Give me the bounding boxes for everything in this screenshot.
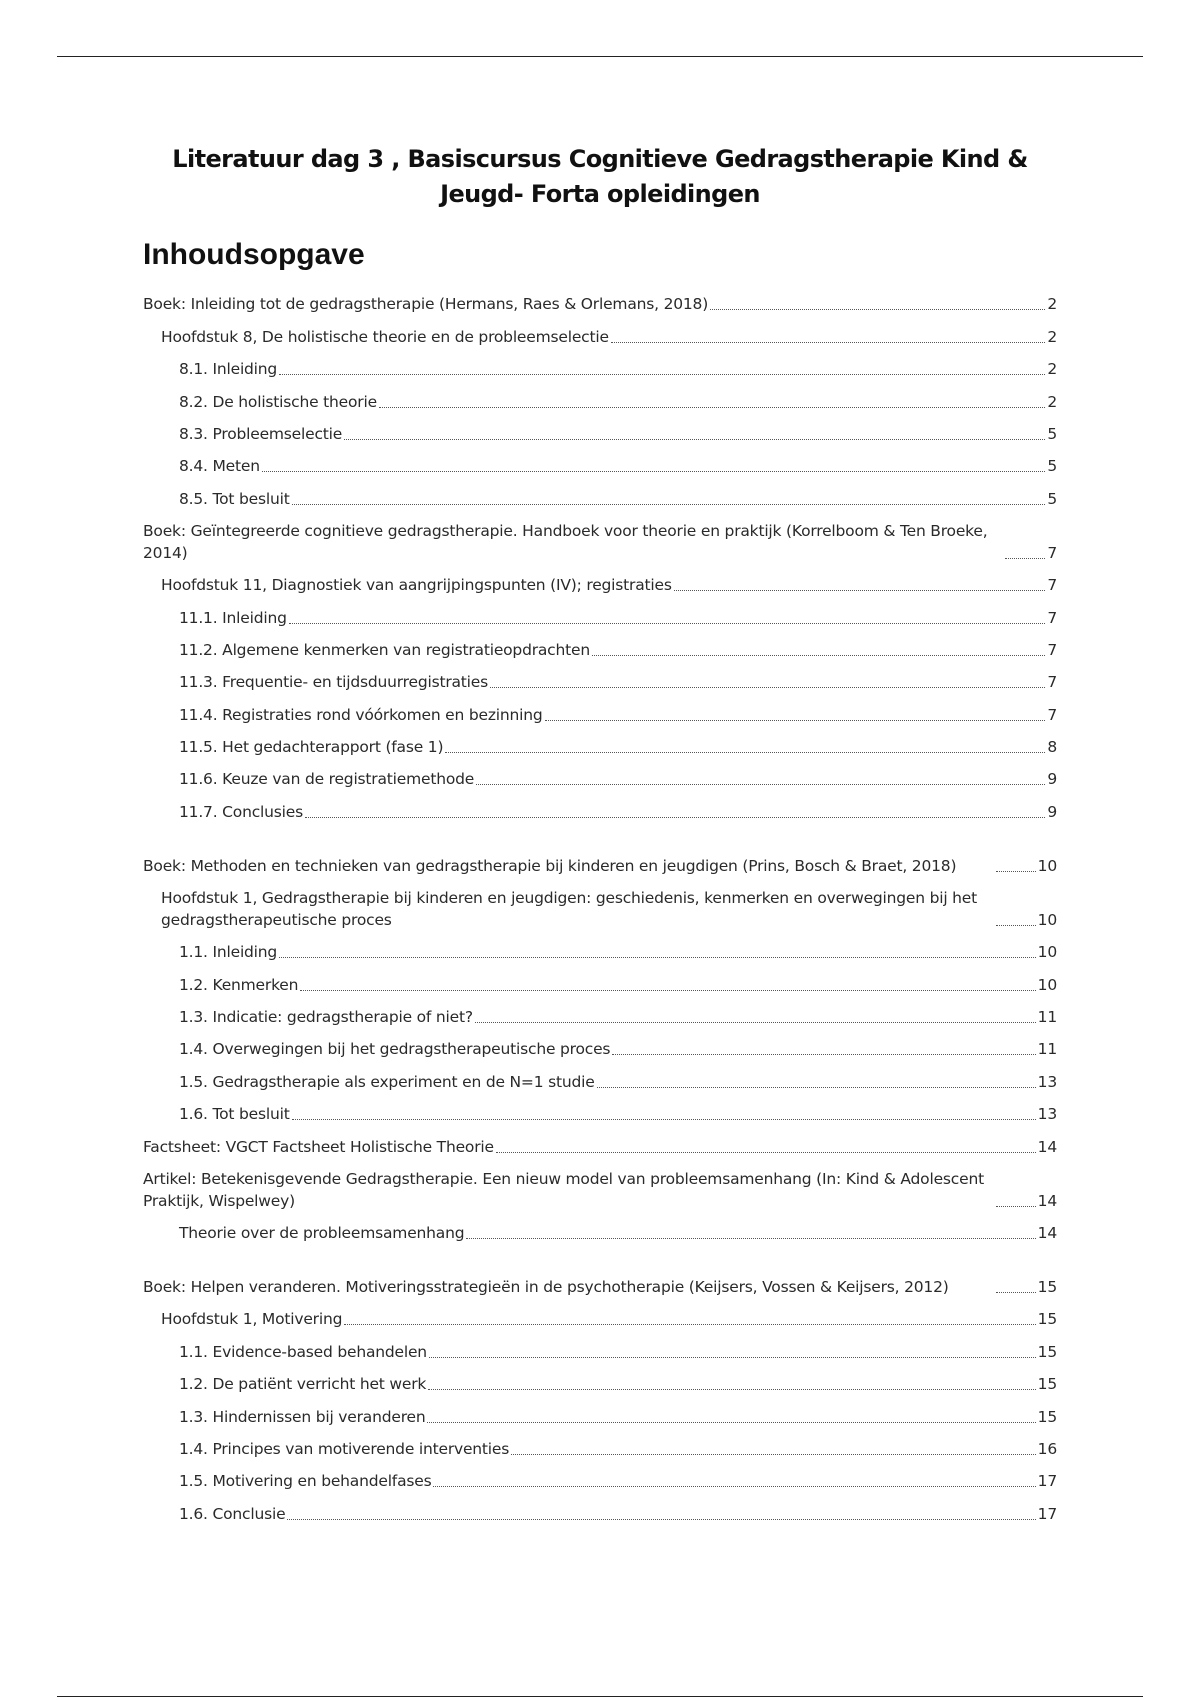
toc-page-number: 9 [1047, 802, 1057, 821]
toc-entry-section[interactable] [143, 759, 1057, 791]
dot-leader [490, 687, 1045, 688]
dot-leader [674, 590, 1046, 591]
toc-page-number: 14 [1037, 1223, 1057, 1242]
toc-entry-section[interactable] [143, 1213, 1057, 1245]
dot-leader [279, 957, 1036, 958]
dot-leader [710, 309, 1045, 310]
dot-leader [592, 655, 1045, 656]
toc-page-number: 14 [1037, 1191, 1057, 1210]
toc-page-number: 10 [1037, 943, 1057, 962]
toc-entry-section[interactable] [143, 597, 1057, 629]
toc-entry-section[interactable] [143, 964, 1057, 996]
toc-entry-label: 11.5. Het gedachterapport (fase 1) [179, 738, 444, 757]
toc-entry-label: 1.3. Hindernissen bij veranderen [179, 1407, 426, 1426]
toc-entry-label: 1.5. Motivering en behandelfases [179, 1472, 432, 1491]
toc-entry-label: Hoofdstuk 1, Gedragstherapie bij kinderen en jeugdigen: geschiedenis, kenmerken en overwegingen bij het gedragstherapeutische proces [161, 888, 978, 929]
toc-entry-label: 8.1. Inleiding [179, 360, 278, 379]
toc-entry-section[interactable] [143, 1061, 1057, 1093]
toc-entry-label: 11.7. Conclusies [179, 802, 303, 821]
dot-leader [292, 504, 1046, 505]
table-of-contents [143, 284, 1057, 1526]
toc-page-number: 15 [1037, 1310, 1057, 1329]
dot-leader [445, 752, 1045, 753]
toc-entry-label: Factsheet: VGCT Factsheet Holistische Theorie [143, 1137, 494, 1156]
toc-entry-label: 11.4. Registraties rond vóórkomen en bezinning [179, 705, 543, 724]
toc-page-number: 11 [1037, 1040, 1057, 1059]
dot-leader [305, 817, 1045, 818]
toc-entry-label: 1.4. Principes van motiverende interventies [179, 1439, 510, 1458]
toc-entry-section[interactable] [143, 630, 1057, 662]
toc-page-number: 7 [1047, 640, 1057, 659]
dot-leader [597, 1087, 1036, 1088]
dot-leader [545, 720, 1046, 721]
dot-leader [279, 374, 1045, 375]
toc-entry-chapter[interactable] [143, 316, 1057, 348]
toc-entry-book[interactable] [143, 824, 1057, 878]
toc-entry-label: 1.1. Inleiding [179, 943, 278, 962]
toc-page-number: 11 [1037, 1008, 1057, 1027]
toc-entry-label: 1.1. Evidence-based behandelen [179, 1342, 427, 1361]
toc-entry-section[interactable] [143, 997, 1057, 1029]
toc-entry-section[interactable] [143, 1461, 1057, 1493]
toc-entry-label: Boek: Inleiding tot de gedragstherapie (Hermans, Raes & Orlemans, 2018) [143, 295, 709, 314]
toc-entry-section[interactable] [143, 791, 1057, 823]
dot-leader [466, 1238, 1035, 1239]
dot-leader [300, 990, 1035, 991]
toc-entry-label: Hoofdstuk 1, Motivering [161, 1310, 343, 1329]
toc-entry-section[interactable] [143, 662, 1057, 694]
toc-heading: Inhoudsopgave [143, 238, 365, 271]
toc-page-number: 13 [1037, 1105, 1057, 1124]
toc-entry-label: 8.2. De holistische theorie [179, 392, 377, 411]
toc-entry-label: Hoofdstuk 8, De holistische theorie en de probleemselectie [161, 327, 609, 346]
dot-leader [996, 1206, 1036, 1207]
dot-leader [344, 1324, 1035, 1325]
document-title: Literatuur dag 3 , Basiscursus Cognitieve Gedragstherapie Kind & Jeugd- Forta opleidingen [172, 145, 1028, 208]
toc-entry-section[interactable] [143, 381, 1057, 413]
toc-entry-section[interactable] [143, 1396, 1057, 1428]
toc-page-number: 13 [1037, 1072, 1057, 1091]
toc-entry-section[interactable] [143, 1429, 1057, 1461]
toc-entry-label: 1.6. Conclusie [179, 1504, 286, 1523]
toc-entry-label: 1.2. Kenmerken [179, 975, 299, 994]
toc-page-number: 16 [1037, 1439, 1057, 1458]
toc-page-number: 15 [1037, 1277, 1057, 1296]
toc-page-number: 7 [1047, 608, 1057, 627]
toc-page-number: 2 [1047, 295, 1057, 314]
toc-entry-section[interactable] [143, 414, 1057, 446]
toc-page-number: 15 [1037, 1407, 1057, 1426]
toc-entry-label: 8.3. Probleemselectie [179, 424, 343, 443]
dot-leader [287, 1519, 1035, 1520]
toc-entry-section[interactable] [143, 478, 1057, 510]
dot-leader [476, 784, 1045, 785]
dot-leader [427, 1422, 1035, 1423]
toc-entry-section[interactable] [143, 349, 1057, 381]
toc-entry-label: 11.6. Keuze van de registratiemethode [179, 770, 475, 789]
dot-leader [429, 1357, 1036, 1358]
toc-page-number: 7 [1047, 576, 1057, 595]
toc-page-number: 9 [1047, 770, 1057, 789]
toc-entry-book[interactable] [143, 511, 1057, 565]
toc-entry-section[interactable] [143, 727, 1057, 759]
toc-entry-label: 8.5. Tot besluit [179, 489, 290, 508]
dot-leader [433, 1486, 1035, 1487]
dot-leader [289, 623, 1046, 624]
toc-entry-label: 8.4. Meten [179, 457, 260, 476]
toc-page-number: 10 [1037, 856, 1057, 875]
toc-page-number: 7 [1047, 673, 1057, 692]
toc-entry-book[interactable] [143, 1245, 1057, 1299]
toc-page-number: 8 [1047, 738, 1057, 757]
dot-leader [611, 342, 1046, 343]
toc-entry-section[interactable] [143, 1493, 1057, 1525]
toc-entry-section[interactable] [143, 1094, 1057, 1126]
toc-page-number: 14 [1037, 1137, 1057, 1156]
dot-leader [612, 1054, 1035, 1055]
toc-entry-label: 11.1. Inleiding [179, 608, 287, 627]
toc-page-number: 5 [1047, 424, 1057, 443]
toc-entry-section[interactable] [143, 1331, 1057, 1363]
toc-entry-label: 1.2. De patiënt verricht het werk [179, 1375, 427, 1394]
toc-entry-label: Boek: Helpen veranderen. Motiveringsstrategieën in de psychotherapie (Keijsers, Vossen & Keijsers, 2012) [143, 1277, 949, 1296]
dot-leader [344, 439, 1045, 440]
dot-leader [379, 407, 1045, 408]
toc-entry-factsheet[interactable] [143, 1126, 1057, 1158]
toc-entry-label: Hoofdstuk 11, Diagnostiek van aangrijpingspunten (IV); registraties [161, 576, 672, 595]
dot-leader [292, 1119, 1036, 1120]
toc-page-number: 2 [1047, 392, 1057, 411]
toc-page-number: 17 [1037, 1504, 1057, 1523]
toc-page-number: 5 [1047, 489, 1057, 508]
toc-entry-label: Theorie over de probleemsamenhang [179, 1223, 465, 1242]
header-rule [57, 56, 1143, 57]
toc-entry-label: Boek: Geïntegreerde cognitieve gedragstherapie. Handboek voor theorie en praktijk (Korrelboom & Ten Broeke, 2014) [143, 521, 988, 562]
toc-entry-section[interactable] [143, 932, 1057, 964]
toc-entry-article[interactable] [143, 1159, 1057, 1213]
dot-leader [511, 1454, 1036, 1455]
toc-entry-label: 11.3. Frequentie- en tijdsduurregistraties [179, 673, 488, 692]
toc-entry-section[interactable] [143, 1029, 1057, 1061]
toc-page-number: 17 [1037, 1472, 1057, 1491]
toc-entry-section[interactable] [143, 694, 1057, 726]
toc-entry-chapter[interactable] [143, 878, 1057, 932]
toc-page-number: 10 [1037, 910, 1057, 929]
toc-page-number: 15 [1037, 1342, 1057, 1361]
toc-page-number: 2 [1047, 327, 1057, 346]
toc-page-number: 7 [1047, 543, 1057, 562]
dot-leader [475, 1022, 1036, 1023]
toc-entry-chapter[interactable] [143, 1299, 1057, 1331]
dot-leader [496, 1152, 1036, 1153]
toc-page-number: 2 [1047, 360, 1057, 379]
footer-rule [57, 1696, 1143, 1697]
toc-entry-label: 1.4. Overwegingen bij het gedragstherapeutische proces [179, 1040, 611, 1059]
toc-entry-label: 1.6. Tot besluit [179, 1105, 290, 1124]
toc-entry-chapter[interactable] [143, 565, 1057, 597]
toc-page-number: 10 [1037, 975, 1057, 994]
toc-entry-label: Boek: Methoden en technieken van gedragstherapie bij kinderen en jeugdigen (Prins, Bosch & Braet, 2018) [143, 856, 957, 875]
toc-entry-label: 11.2. Algemene kenmerken van registratieopdrachten [179, 640, 590, 659]
dot-leader [262, 471, 1045, 472]
dot-leader [996, 1292, 1036, 1293]
dot-leader [428, 1389, 1036, 1390]
toc-entry-section[interactable] [143, 446, 1057, 478]
toc-page-number: 7 [1047, 705, 1057, 724]
dot-leader [996, 925, 1036, 926]
dot-leader [996, 871, 1036, 872]
dot-leader [1005, 558, 1045, 559]
toc-entry-label: 1.5. Gedragstherapie als experiment en de N=1 studie [179, 1072, 595, 1091]
toc-page-number: 5 [1047, 457, 1057, 476]
toc-entry-label: Artikel: Betekenisgevende Gedragstherapie. Een nieuw model van probleemsamenhang (In: Kind & Adolescent Praktijk, Wispelwey) [143, 1169, 984, 1210]
toc-entry-section[interactable] [143, 1364, 1057, 1396]
toc-entry-book[interactable] [143, 284, 1057, 316]
toc-page-number: 15 [1037, 1375, 1057, 1394]
toc-entry-label: 1.3. Indicatie: gedragstherapie of niet? [179, 1008, 473, 1027]
